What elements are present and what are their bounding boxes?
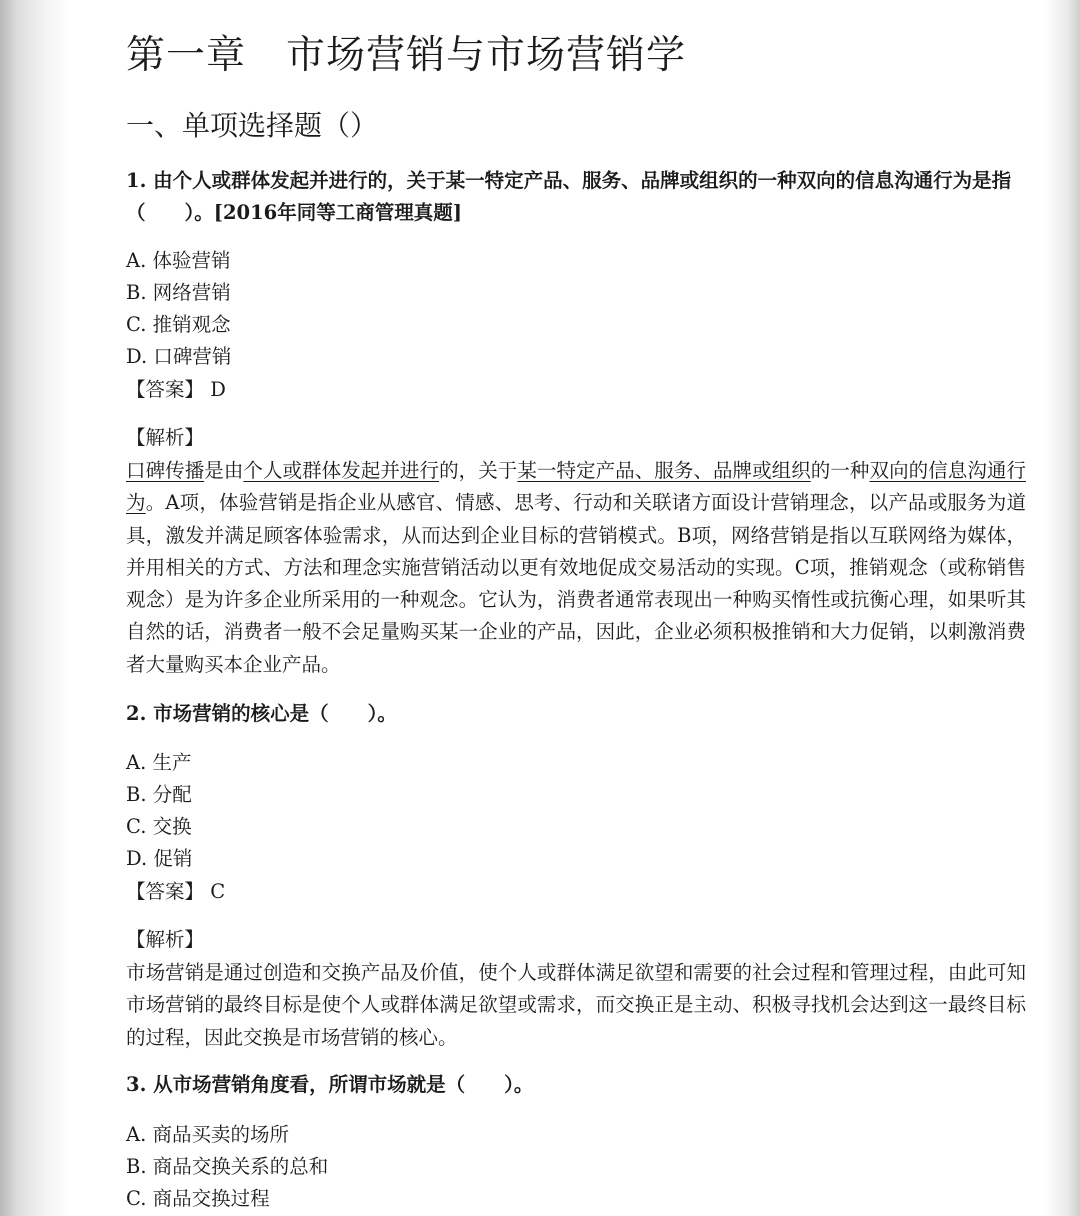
analysis-segment: 的一种 bbox=[810, 459, 870, 482]
question-1-analysis-label: 【解析】 bbox=[126, 426, 205, 449]
analysis-segment: 双向的信息沟通行为 bbox=[126, 459, 1026, 515]
question-2-option-c: C. 交换 bbox=[126, 815, 192, 838]
question-3-option-a: A. 商品买卖的场所 bbox=[126, 1123, 289, 1146]
page-right-shadow bbox=[1044, 0, 1080, 1216]
question-3-stem: 3. 从市场营销角度看，所谓市场就是（ ）。 bbox=[126, 1073, 534, 1096]
analysis-segment: 的，关于 bbox=[439, 459, 518, 482]
question-2-answer: 【答案】 C bbox=[126, 880, 226, 903]
question-2-analysis-label: 【解析】 bbox=[126, 928, 205, 951]
question-1-option-b: B. 网络营销 bbox=[126, 281, 231, 304]
section-title: 一、单项选择题（） bbox=[126, 109, 379, 142]
analysis-segment: 是由 bbox=[204, 459, 244, 482]
page-left-shadow bbox=[0, 0, 70, 1216]
question-1-analysis bbox=[126, 455, 1026, 681]
question-1-option-c: C. 推销观念 bbox=[126, 313, 231, 336]
question-3-option-b: B. 商品交换关系的总和 bbox=[126, 1155, 329, 1178]
chapter-title: 第一章 市场营销与市场营销学 bbox=[126, 33, 687, 78]
question-1-option-a: A. 体验营销 bbox=[126, 249, 231, 272]
question-1-option-d: D. 口碑营销 bbox=[126, 345, 232, 368]
question-2-option-d: D. 促销 bbox=[126, 847, 193, 870]
question-1-answer: 【答案】 D bbox=[126, 378, 226, 401]
question-2-option-b: B. 分配 bbox=[126, 783, 192, 806]
question-2-analysis: 市场营销是通过创造和交换产品及价值，使个人或群体满足欲望和需要的社会过程和管理过程，由此可知市场营销的最终目标是使个人或群体满足欲望或需求，而交换正是主动、积极寻找机会达到这一最终目标的过程，因此交换是市场营销的核心。 bbox=[126, 961, 1026, 1049]
analysis-segment: 某一特定产品、服务、品牌或组织 bbox=[517, 459, 811, 482]
question-2-stem: 2. 市场营销的核心是（ ）。 bbox=[126, 702, 397, 725]
analysis-segment: 个人或群体发起并进行 bbox=[243, 459, 440, 482]
question-1-stem: 1. 由个人或群体发起并进行的，关于某一特定产品、服务、品牌或组织的一种双向的信息沟通行为是指（ ）。[2016年同等工商管理真题] bbox=[126, 169, 1012, 224]
question-3-option-c: C. 商品交换过程 bbox=[126, 1187, 270, 1210]
analysis-segment: 。A项，体验营销是指企业从感官、情感、思考、行动和关联诸方面设计营销理念，以产品或服务为道具，激发并满足顾客体验需求，从而达到企业目标的营销模式。B项，网络营销是指以互联网络为媒体，并用相关的方式、方法和理念实施营销活动以更有效地促成交易活动的实现。C项，推销观念（或称销售观念）是为许多企业所采用的一种观念。它认为，消费者通常表现出一种购买惰性或抗衡心理，如果听其自然的话，消费者一般不会足量购买某一企业的产品，因此，企业必须积极推销和大力促销，以刺激消费者大量购买本企业产品。 bbox=[126, 491, 1026, 676]
question-2-option-a: A. 生产 bbox=[126, 751, 192, 774]
analysis-segment: 口碑传播 bbox=[126, 459, 205, 482]
